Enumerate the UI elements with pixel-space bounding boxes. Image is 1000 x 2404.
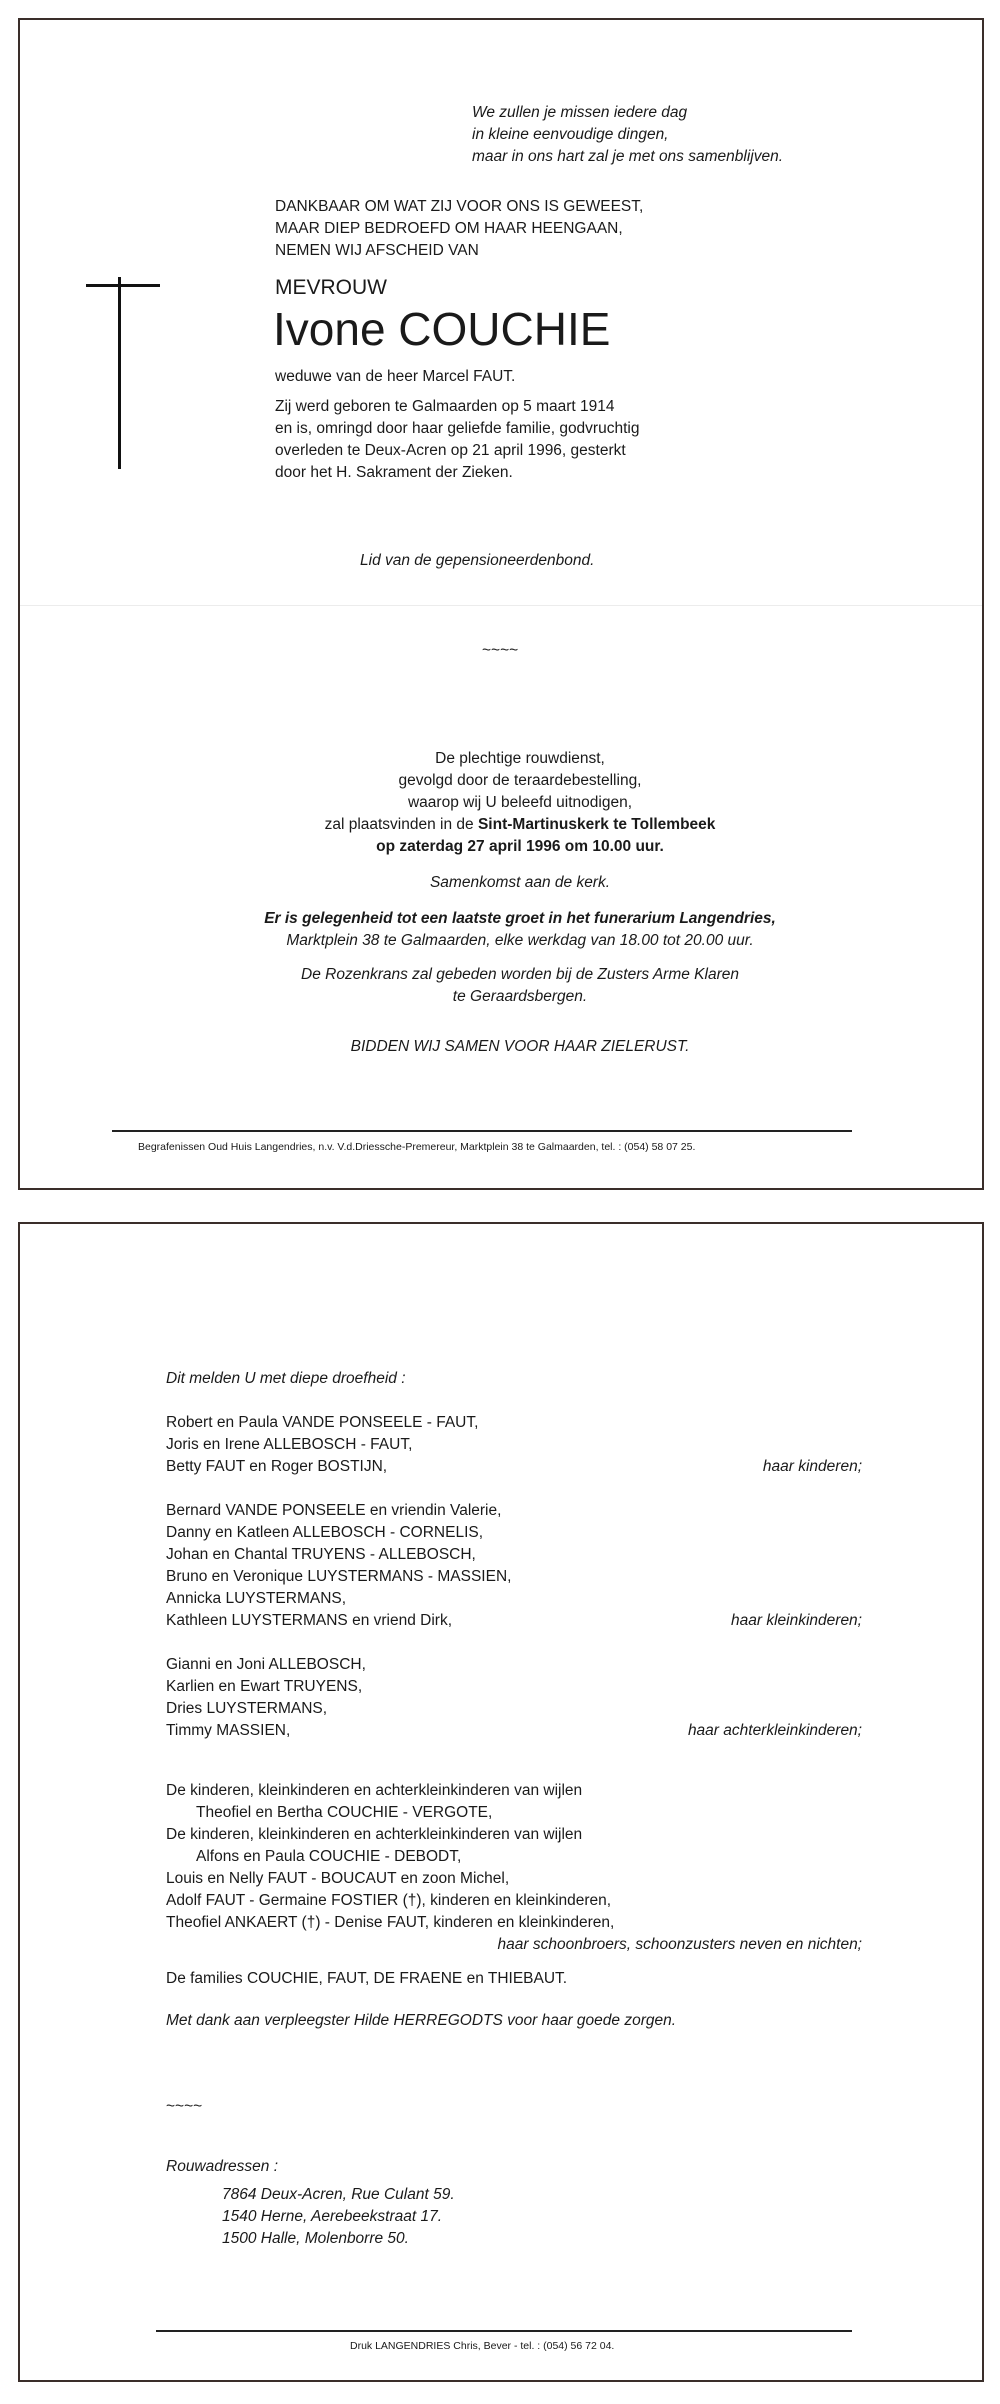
list-item	[166, 1934, 862, 1956]
list-item: Bernard VANDE PONSEELE en vriendin Valerie,	[166, 1502, 502, 1519]
great-grandchildren-list	[166, 1654, 862, 1742]
farewell	[100, 908, 940, 952]
families: De families COUCHIE, FAUT, DE FRAENE en THIEBAUT.	[166, 1970, 568, 1987]
prayer: BIDDEN WIJ SAMEN VOOR HAAR ZIELERUST.	[350, 1038, 690, 1055]
children-list	[166, 1412, 862, 1478]
footer-rule	[112, 1130, 852, 1132]
bio-line: en is, omringd door haar geliefde familie, godvruchtig	[275, 420, 640, 437]
list-item: Karlien en Ewart TRUYENS,	[166, 1678, 363, 1695]
service-place: Sint-Martinuskerk te Tollembeek	[477, 816, 716, 833]
poem-line: in kleine eenvoudige dingen,	[472, 126, 669, 143]
list-item: Dries LUYSTERMANS,	[166, 1700, 328, 1717]
list-item: Louis en Nelly FAUT - BOUCAUT en zoon Michel,	[166, 1870, 510, 1887]
service-place-pre: zal plaatsvinden in de	[324, 816, 478, 833]
bio-line: Zij werd geboren te Galmaarden op 5 maart 1914	[275, 398, 615, 415]
service-place-line	[120, 814, 920, 836]
separator: ~~~~	[166, 2098, 203, 2115]
service-line: gevolgd door de teraardebestelling,	[398, 772, 642, 789]
address-line: 1500 Halle, Molenborre 50.	[222, 2230, 409, 2247]
gathering: Samenkomst aan de kerk.	[429, 874, 611, 891]
service-block	[120, 748, 920, 858]
footer-undertaker: Begrafenissen Oud Huis Langendries, n.v. V.d.Driessche-Premereur, Marktplein 38 te Galmaarden, tel. : (054) 58 07 25.	[138, 1141, 696, 1153]
list-item: Annicka LUYSTERMANS,	[166, 1590, 347, 1607]
title: MEVROUW	[275, 276, 387, 299]
cross-icon	[118, 277, 121, 469]
list-item: Gianni en Joni ALLEBOSCH,	[166, 1656, 366, 1673]
announcement: Dit melden U met diepe droefheid :	[166, 1370, 406, 1387]
list-item: Theofiel ANKAERT (†) - Denise FAUT, kinderen en kleinkinderen,	[166, 1914, 615, 1931]
relation-label: haar kleinkinderen;	[731, 1612, 862, 1629]
intro-line: MAAR DIEP BEDROEFD OM HAAR HEENGAAN,	[275, 220, 623, 237]
list-item: Betty FAUT en Roger BOSTIJN, haar kinderen;	[166, 1456, 862, 1478]
relatives-list	[166, 1780, 862, 1956]
rosary-line: te Geraardsbergen.	[452, 988, 588, 1005]
address-title: Rouwadressen :	[166, 2158, 279, 2175]
address-line: 1540 Herne, Aerebeekstraat 17.	[222, 2208, 443, 2225]
widow-line: weduwe van de heer Marcel FAUT.	[275, 368, 516, 385]
rosary	[120, 964, 920, 1008]
farewell-bold: Er is gelegenheid tot een laatste groet in het funerarium Langendries,	[264, 910, 776, 927]
list-item: De kinderen, kleinkinderen en achterkleinkinderen van wijlen	[166, 1826, 583, 1843]
biography	[275, 396, 639, 484]
service-line: De plechtige rouwdienst,	[435, 750, 605, 767]
membership: Lid van de gepensioneerdenbond.	[360, 552, 595, 569]
farewell-rest: Marktplein 38 te Galmaarden, elke werkdag van 18.00 tot 20.00 uur.	[286, 932, 754, 949]
intro-line: NEMEN WIJ AFSCHEID VAN	[275, 242, 479, 259]
thanks: Met dank aan verpleegster Hilde HERREGODTS voor haar goede zorgen.	[166, 2012, 677, 2029]
poem-line: We zullen je missen iedere dag	[472, 104, 688, 121]
list-item: Robert en Paula VANDE PONSEELE - FAUT,	[166, 1414, 479, 1431]
relation-label: haar achterkleinkinderen;	[687, 1722, 862, 1739]
footer-printer: Druk LANGENDRIES Chris, Bever - tel. : (054) 56 72 04.	[350, 2340, 615, 2352]
list-item: Johan en Chantal TRUYENS - ALLEBOSCH,	[166, 1546, 476, 1563]
service-line: waarop wij U beleefd uitnodigen,	[407, 794, 633, 811]
list-item: De kinderen, kleinkinderen en achterkleinkinderen van wijlen	[166, 1782, 583, 1799]
list-item: Danny en Katleen ALLEBOSCH - CORNELIS,	[166, 1524, 484, 1541]
bio-line: overleden te Deux-Acren op 21 april 1996, gesterkt	[275, 442, 626, 459]
list-item: Bruno en Veronique LUYSTERMANS - MASSIEN,	[166, 1568, 512, 1585]
cross-bar	[86, 284, 160, 287]
invitation-card-back	[18, 1222, 984, 2382]
invitation-card-front	[18, 18, 984, 1190]
grandchildren-list	[166, 1500, 862, 1632]
poem	[472, 102, 783, 168]
deceased-name: Ivone COUCHIE	[273, 303, 611, 355]
footer-rule	[156, 2330, 852, 2332]
list-item: Kathleen LUYSTERMANS en vriend Dirk, haar kleinkinderen;	[166, 1610, 862, 1632]
list-item: Theofiel en Bertha COUCHIE - VERGOTE,	[196, 1804, 493, 1821]
service-date: op zaterdag 27 april 1996 om 10.00 uur.	[376, 838, 664, 855]
address-line: 7864 Deux-Acren, Rue Culant 59.	[222, 2186, 455, 2203]
intro-line: DANKBAAR OM WAT ZIJ VOOR ONS IS GEWEEST,	[275, 198, 644, 215]
rosary-line: De Rozenkrans zal gebeden worden bij de Zusters Arme Klaren	[301, 966, 739, 983]
list-item: Alfons en Paula COUCHIE - DEBODT,	[196, 1848, 462, 1865]
list-item: Joris en Irene ALLEBOSCH - FAUT,	[166, 1436, 413, 1453]
address-list	[222, 2184, 455, 2250]
separator: ~~~~	[482, 642, 519, 659]
relation-label: haar schoonbroers, schoonzusters neven en nichten;	[497, 1936, 862, 1953]
fold-line	[20, 605, 982, 606]
relation-label: haar kinderen;	[762, 1458, 862, 1475]
poem-line: maar in ons hart zal je met ons samenblijven.	[472, 148, 784, 165]
intro	[275, 196, 643, 262]
bio-line: door het H. Sakrament der Zieken.	[275, 464, 513, 481]
list-item: Adolf FAUT - Germaine FOSTIER (†), kinderen en kleinkinderen,	[166, 1892, 612, 1909]
list-item: Timmy MASSIEN, haar achterkleinkinderen;	[166, 1720, 862, 1742]
